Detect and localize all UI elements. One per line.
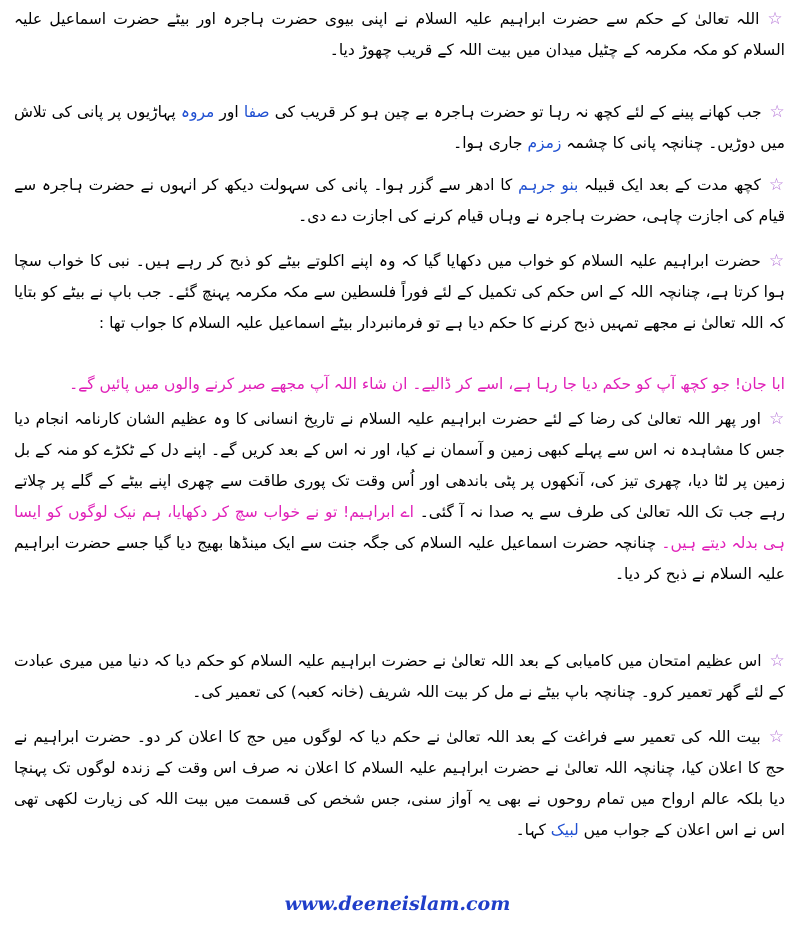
paragraph-text: پہاڑیوں پر پانی کی تلاش میں دوڑیں۔ چنانچہ پانی کا چشمہ xyxy=(14,103,785,152)
paragraph-text: کا ادھر سے گزر ہوا۔ پانی کی سہولت دیکھ کر انہوں نے حضرت ہاجرہ سے قیام کی اجازت چاہی، حضرت ہاجرہ نے وہاں قیام کرنے کی اجازت دے دی۔ xyxy=(14,176,785,225)
highlighted-text: مروہ xyxy=(180,103,215,121)
highlighted-text: زمزم xyxy=(527,134,562,152)
star-bullet-icon: ☆ xyxy=(769,651,785,671)
paragraph-text: جاری ہوا۔ xyxy=(453,134,528,152)
highlighted-text: ابا جان! جو کچھ آپ کو حکم دیا جا رہا ہے، اسے کر ڈالیے۔ ان شاء اللہ آپ مجھے صبر کرنے والوں میں پائیں گے۔ xyxy=(69,375,785,393)
star-bullet-icon: ☆ xyxy=(768,251,785,271)
star-bullet-icon: ☆ xyxy=(767,9,785,29)
website-link[interactable]: www.deeneislam.com xyxy=(284,893,511,915)
highlighted-text: لبیک xyxy=(550,821,579,839)
website-footer[interactable] xyxy=(0,893,795,915)
star-bullet-icon: ☆ xyxy=(768,409,785,429)
paragraph-text: حضرت ابراہیم علیہ السلام کو خواب میں دکھایا گیا کہ وہ اپنے اکلوتے بیٹے کو ذبح کر رہے ہیں۔ نبی کا خواب سچا ہوا کرتا ہے، چنانچہ اللہ کے اس حکم کی تکمیل کے لئے فوراً فلسطین سے مکہ مکرمہ پہنچ گئے۔ جب باپ نے بیٹے کو بتایا کہ اللہ تعالیٰ نے مجھے تمہیں ذبح کرنے کا حکم دیا ہے تو فرمانبردار بیٹے اسماعیل علیہ السلام کا جواب تھا : xyxy=(14,252,785,332)
highlighted-text: اے ابراہیم! تو نے خواب سچ کر دکھایا، ہم نیک لوگوں کو ایسا ہی بدلہ دیتے ہیں۔ xyxy=(14,503,785,552)
highlighted-text: بنو جرہم xyxy=(518,176,579,194)
paragraph-2 xyxy=(14,97,785,159)
paragraph-4 xyxy=(14,246,785,339)
highlighted-text: صفا xyxy=(243,103,270,121)
paragraph-text: اور xyxy=(214,103,244,121)
paragraph-text: کچھ مدت کے بعد ایک قبیلہ xyxy=(578,176,761,194)
paragraph-text: اس عظیم امتحان میں کامیابی کے بعد اللہ تعالیٰ نے حضرت ابراہیم علیہ السلام کو حکم دیا کہ دنیا میں میری عبادت کے لئے گھر تعمیر کرو۔ چنانچہ باپ بیٹے نے مل کر بیت اللہ شریف (خانہ کعبہ) کی تعمیر کی۔ xyxy=(14,652,785,701)
paragraph-7 xyxy=(14,722,785,846)
star-bullet-icon: ☆ xyxy=(768,727,785,747)
paragraph-text: اللہ تعالیٰ کے حکم سے حضرت ابراہیم علیہ السلام نے اپنی بیوی حضرت ہاجرہ اور بیٹے حضرت اسماعیل علیہ السلام کو مکہ مکرمہ کے چٹیل میدان میں بیت اللہ کے قریب چھوڑ دیا۔ xyxy=(14,10,785,59)
paragraph-3 xyxy=(14,170,785,232)
paragraph-1 xyxy=(14,4,785,66)
paragraph-5 xyxy=(14,404,785,590)
paragraph-text: کہا۔ xyxy=(515,821,551,839)
paragraph-text: بیت اللہ کی تعمیر سے فراغت کے بعد اللہ تعالیٰ نے حکم دیا کہ لوگوں میں حج کا اعلان کر دو۔ حضرت ابراہیم نے حج کا اعلان کیا، چنانچہ اللہ تعالیٰ نے حضرت ابراہیم علیہ السلام کا اعلان نہ صرف اس وقت کے زندہ لوگوں تک پہنچا دیا بلکہ عالم ارواح میں تمام روحوں نے بھی یہ آواز سنی، جس شخص کی قسمت میں بیت اللہ کی زیارت لکھی تھی اس نے اس اعلان کے جواب میں xyxy=(14,728,785,839)
star-bullet-icon: ☆ xyxy=(768,175,785,195)
quote-paragraph xyxy=(14,369,785,400)
paragraph-text: جب کھانے پینے کے لئے کچھ نہ رہا تو حضرت ہاجرہ بے چین ہو کر قریب کی xyxy=(269,103,762,121)
star-bullet-icon: ☆ xyxy=(769,102,785,122)
paragraph-6 xyxy=(14,646,785,708)
paragraph-text: اور پھر اللہ تعالیٰ کی رضا کے لئے حضرت ابراہیم علیہ السلام نے تاریخ انسانی کا وہ عظیم الشان کارنامہ انجام دیا جس کا مشاہدہ نہ اس سے پہلے کبھی زمین و آسمان نے کیا، اور نہ اس کے بعد کریں گے۔ اپنے دل کے ٹکڑے کو منہ کے بل زمین پر لٹا دیا، چھری تیز کی، آنکھوں پر پٹی باندھی اور اُس وقت تک پوری طاقت سے چھری اپنے بیٹے کے گلے پر چلاتے رہے جب تک اللہ تعالیٰ کی طرف سے یہ صدا نہ آ گئی۔ xyxy=(14,410,785,521)
paragraph-text: چنانچہ حضرت اسماعیل علیہ السلام کی جگہ جنت سے ایک مینڈھا بھیج دیا گیا جسے حضرت ابراہیم علیہ السلام نے ذبح کر دیا۔ xyxy=(14,534,785,583)
